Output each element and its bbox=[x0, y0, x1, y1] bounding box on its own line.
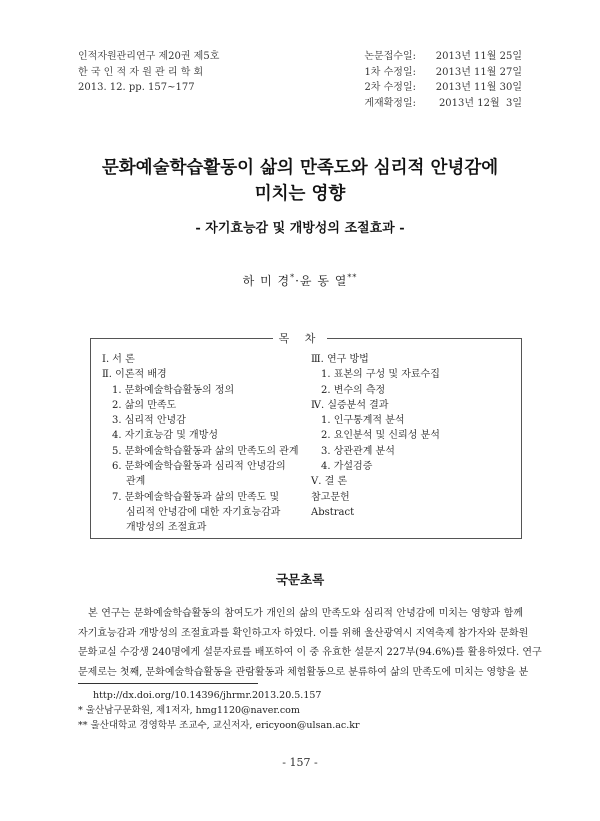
toc-item: 개방성의 조절효과 bbox=[126, 522, 207, 534]
journal-name: 인적자원관리연구 제20권 제5호 bbox=[78, 51, 220, 62]
date-row bbox=[364, 80, 522, 96]
toc-heading-text: 목 차 bbox=[273, 332, 328, 345]
toc-item: 4. 가설검증 bbox=[321, 461, 373, 473]
toc-item: Ⅳ. 실증분석 결과 bbox=[311, 399, 389, 411]
author-mark: ** bbox=[347, 273, 358, 282]
author-line bbox=[0, 272, 600, 289]
toc-item: 심리적 안녕감에 대한 자기효능감과 bbox=[126, 506, 281, 518]
date-row bbox=[364, 65, 522, 81]
toc-item: 참고문헌 bbox=[311, 491, 350, 503]
toc-item: 관계 bbox=[126, 476, 146, 488]
abstract-line: 자기효능감과 개방성의 조절효과를 확인하고자 하였다. 이를 위해 울산광역시 지역축제 참가자와 문화원 bbox=[78, 627, 529, 639]
footnotes bbox=[78, 688, 523, 733]
toc-item: Ⅲ. 연구 방법 bbox=[311, 354, 369, 365]
toc-item: 1. 인구통계적 분석 bbox=[321, 415, 405, 427]
toc-item: 2. 변수의 측정 bbox=[321, 384, 386, 396]
toc-item: 2. 삶의 만족도 bbox=[112, 399, 177, 411]
author-separator: · bbox=[295, 274, 300, 288]
date-value: 2013년 11월 25일 bbox=[435, 51, 522, 62]
date-row bbox=[364, 96, 522, 112]
date-value: 2013년 12월 3일 bbox=[438, 97, 522, 109]
toc-heading bbox=[0, 330, 600, 346]
abstract-heading: 국문초록 bbox=[275, 572, 325, 587]
toc-item: 2. 요인분석 및 신뢰성 분석 bbox=[321, 430, 440, 442]
toc-left-column bbox=[102, 352, 302, 536]
toc-item: Ⅴ. 결 론 bbox=[311, 476, 348, 488]
toc-item: 5. 문화예술학습활동과 삶의 만족도의 관계 bbox=[112, 445, 299, 457]
society-name: 한 국 인 적 자 원 관 리 학 회 bbox=[78, 66, 204, 78]
title-line: 미치는 영향 bbox=[254, 184, 346, 204]
author-name: 하 미 경 bbox=[242, 274, 291, 288]
date-label: 게재확정일: bbox=[364, 97, 416, 109]
toc-item: Abstract bbox=[311, 506, 355, 518]
paper-title bbox=[0, 155, 600, 207]
submission-dates bbox=[364, 49, 522, 111]
date-value: 2013년 11월 27일 bbox=[435, 66, 522, 78]
toc-item: Ⅱ. 이론적 배경 bbox=[102, 369, 167, 381]
date-label: 2차 수정일: bbox=[364, 82, 416, 93]
footnote-rule bbox=[78, 683, 258, 684]
issue-pages: 2013. 12. pp. 157~177 bbox=[78, 82, 195, 93]
toc-item: Ⅰ. 서 론 bbox=[102, 354, 135, 365]
date-value: 2013년 11월 30일 bbox=[435, 82, 522, 93]
toc-item: 6. 문화예술학습활동과 심리적 안녕감의 bbox=[112, 461, 286, 473]
toc-item: 7. 문화예술학습활동과 삶의 만족도 및 bbox=[112, 491, 280, 503]
toc-item: 3. 심리적 안녕감 bbox=[112, 415, 186, 427]
doi-link[interactable]: http://dx.doi.org/10.14396/jhrmr.2013.20.5.157 bbox=[93, 690, 322, 701]
toc-item: 4. 자기효능감 및 개방성 bbox=[112, 430, 219, 442]
footnote-first-author: * 울산남구문화원, 제1저자, hmg1120@naver.com bbox=[78, 705, 300, 716]
abstract-body bbox=[78, 604, 542, 682]
toc-item: 1. 문화예술학습활동의 정의 bbox=[112, 384, 235, 396]
paper-subtitle: - 자기효능감 및 개방성의 조절효과 - bbox=[195, 221, 405, 236]
date-row bbox=[364, 49, 522, 65]
title-line: 문화예술학습활동이 삶의 만족도와 심리적 안녕감에 bbox=[101, 158, 499, 178]
abstract-line: 본 연구는 문화예술학습활동의 참여도가 개인의 삶의 만족도와 심리적 안녕감에 미치는 영향과 함께 bbox=[88, 608, 523, 619]
journal-info bbox=[78, 49, 219, 96]
toc-right-column bbox=[311, 352, 511, 520]
footnote-corresponding-author: ** 울산대학교 경영학부 조교수, 교신저자, ericyoon@ulsan.ac.kr bbox=[78, 720, 360, 731]
author-mark: * bbox=[290, 273, 296, 282]
date-label: 논문접수일: bbox=[364, 51, 416, 62]
toc-item: 3. 상관관계 분석 bbox=[321, 445, 395, 457]
abstract-line: 문제로는 첫째, 문화예술학습활동을 관람활동과 체험활동으로 분류하여 삶의 만족도에 미치는 영향을 분 bbox=[78, 666, 529, 678]
author-name: 윤 동 열 bbox=[299, 274, 348, 288]
page-number: - 157 - bbox=[282, 756, 318, 769]
abstract-line: 문화교실 수강생 240명에게 설문자료를 배포하여 이 중 유효한 설문지 227부(94.6%)를 활용하였다. 연구 bbox=[78, 647, 542, 658]
toc-item: 1. 표본의 구성 및 자료수집 bbox=[321, 369, 440, 381]
date-label: 1차 수정일: bbox=[364, 66, 416, 78]
